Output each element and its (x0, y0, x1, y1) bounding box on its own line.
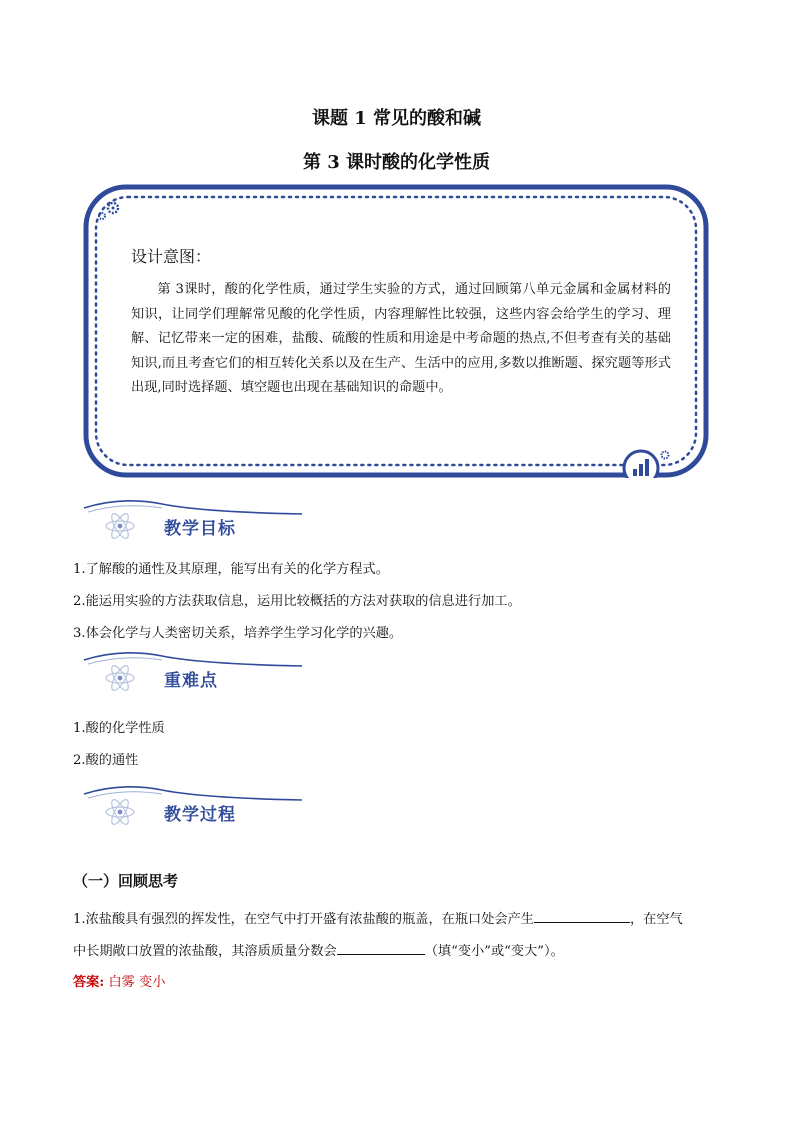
question-text: 中长期敞口放置的浓盐酸，其溶质质量分数会 (73, 944, 337, 959)
section-header-goals (82, 498, 322, 550)
atom-icon (106, 663, 134, 692)
answer-text: 白雾 变小 (108, 975, 166, 990)
section-title-key-points: 重难点 (164, 671, 218, 691)
answer-line (73, 971, 165, 990)
question-line (73, 940, 564, 959)
design-intent-box (83, 184, 709, 478)
answer-blank[interactable] (337, 940, 425, 955)
gear-icon (99, 213, 105, 219)
question-text: 1.浓盐酸具有强烈的挥发性，在空气中打开盛有浓盐酸的瓶盖，在瓶口处会产生 (73, 912, 534, 927)
goal-item: 2.能运用实验的方法获取信息，运用比较概括的方法对获取的信息进行加工。 (73, 594, 521, 609)
goal-item: 1.了解酸的通性及其原理，能写出有关的化学方程式。 (73, 562, 389, 577)
key-point-item: 2.酸的通性 (73, 753, 139, 768)
question-text: （填“变小”或“变大”）。 (424, 944, 564, 959)
section-header-process (82, 784, 322, 836)
key-point-item: 1.酸的化学性质 (73, 721, 165, 736)
section-header-key-points (82, 650, 322, 702)
gear-icon (108, 203, 118, 213)
bar-chart-icon (624, 451, 658, 478)
design-body: 第 3课时，酸的化学性质，通过学生实验的方式，通过回顾第八单元金属和金属材料的知识，让同学们理解常见酸的化学性质，内容理解性比较强，这些内容会给学生的学习、理解、记忆带来一定的困难，盐酸、硫酸的性质和用途是中考命题的热点,不但考查有关的基础知识,而且考查它们的相互转化关系以及在生产、生活中的应用,多数以推断题、探究题等形式出现,同时选择题、填空题也出现在基础知识的命题中。 (131, 282, 671, 395)
design-heading: 设计意图： (131, 247, 212, 266)
goal-item: 3.体会化学与人类密切关系，培养学生学习化学的兴趣。 (73, 626, 403, 641)
section-title-goals: 教学目标 (164, 519, 236, 539)
section-title-process: 教学过程 (164, 805, 236, 825)
answer-label: 答案: (73, 975, 105, 990)
atom-icon (106, 511, 134, 540)
answer-blank[interactable] (534, 908, 630, 923)
gear-icon (662, 452, 669, 459)
lesson-title: 课题 1 常见的酸和碱 (311, 108, 482, 129)
question-line (73, 908, 683, 927)
review-heading: （一）回顾思考 (73, 872, 179, 890)
atom-icon (106, 797, 134, 826)
lesson-subtitle: 第 3 课时酸的化学性质 (302, 152, 491, 173)
question-text: ，在空气 (629, 912, 683, 927)
